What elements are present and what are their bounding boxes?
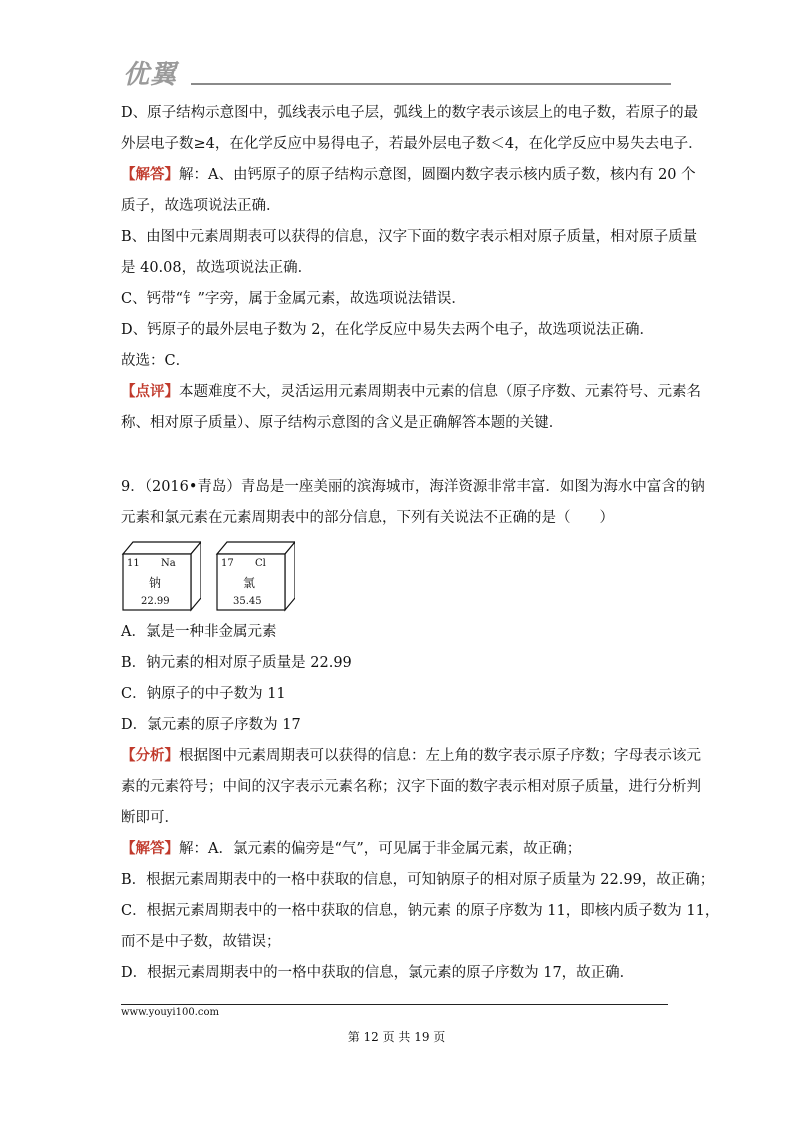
text-line: C．根据元素周期表中的一格中获取的信息，钠元素 的原子序数为 11，即核内质子数为 11， — [121, 903, 720, 919]
text-line: D、原子结构示意图中，弧线表示电子层，弧线上的数字表示该层上的电子数，若原子的最 — [121, 105, 699, 121]
comment-text: 本题难度不大，灵活运用元素周期表中元素的信息（原子序数、元素符号、元素名 — [179, 384, 701, 400]
text-line — [121, 746, 701, 766]
text-line: 是 40.08，故选项说法正确． — [121, 260, 313, 276]
answer-text: 解：A、由钙原子的原子结构示意图，圆圈内数字表示核内质子数，核内有 20 个 — [179, 167, 696, 183]
text-line: 质子，故选项说法正确． — [121, 198, 281, 214]
footer-url: www.youyi100.com — [121, 1007, 219, 1018]
answer-text: 解：A．氯元素的偏旁是“气”，可见属于非金属元素，故正确； — [179, 841, 582, 857]
element-name: 钠 — [149, 576, 162, 590]
header-rule — [191, 83, 671, 85]
text-line: B、由图中元素周期表可以获得的信息，汉字下面的数字表示相对原子质量，相对原子质量 — [121, 229, 698, 245]
option-b: B．钠元素的相对原子质量是 22.99 — [121, 655, 352, 671]
text-line: D．根据元素周期表中的一格中获取的信息，氯元素的原子序数为 17，故正确． — [121, 965, 635, 981]
answer-tag: 【解答】 — [121, 166, 179, 183]
option-d: D．氯元素的原子序数为 17 — [121, 717, 301, 733]
atomic-mass: 35.45 — [233, 596, 262, 607]
text-line: C、钙带“钅”字旁，属于金属元素，故选项说法错误． — [121, 291, 466, 307]
atomic-number: 17 — [221, 558, 234, 569]
element-symbol: Cl — [255, 558, 266, 569]
text-line — [121, 165, 696, 185]
text-line: B．根据元素周期表中的一格中获取的信息，可知钠原子的相对原子质量为 22.99，故正确； — [121, 872, 715, 888]
comment-tag: 【点评】 — [121, 383, 179, 400]
element-symbol: Na — [161, 558, 176, 569]
text-line: 素的元素符号；中间的汉字表示元素名称；汉字下面的数字表示相对原子质量，进行分析判 — [121, 779, 701, 795]
text-line: 外层电子数≥4，在化学反应中易得电子，若最外层电子数＜4，在化学反应中易失去电子． — [121, 136, 703, 152]
question-stem: 9．（2016•青岛）青岛是一座美丽的滨海城市，海洋资源非常丰富．如图为海水中富含的钠 — [121, 479, 705, 495]
brand-logo: 优翼 — [123, 60, 178, 90]
text-line: 称、相对原子质量）、原子结构示意图的含义是正确解答本题的关键． — [121, 415, 564, 431]
option-c: C．钠原子的中子数为 11 — [121, 686, 286, 702]
element-tile-cl — [215, 540, 295, 612]
atomic-number: 11 — [127, 558, 140, 569]
analysis-tag: 【分析】 — [121, 747, 179, 764]
element-name: 氯 — [243, 576, 256, 590]
text-line: D、钙原子的最外层电子数为 2，在化学反应中易失去两个电子，故选项说法正确． — [121, 322, 654, 338]
element-tile-na — [121, 540, 201, 612]
footer-rule — [121, 1004, 668, 1005]
text-line — [121, 382, 701, 402]
page-number: 第 12 页 共 19 页 — [347, 1030, 446, 1044]
question-stem: 元素和氯元素在元素周期表中的部分信息，下列有关说法不正确的是（ ） — [121, 510, 614, 526]
text-line: 而不是中子数，故错误； — [121, 934, 281, 950]
option-a: A．氯是一种非金属元素 — [121, 624, 277, 640]
text-line: 故选：C． — [121, 353, 191, 369]
text-line: 断即可． — [121, 810, 179, 826]
page-header — [121, 58, 671, 88]
answer-tag: 【解答】 — [121, 840, 179, 857]
analysis-text: 根据图中元素周期表可以获得的信息：左上角的数字表示原子序数；字母表示该元 — [179, 748, 701, 764]
text-line — [121, 839, 581, 859]
atomic-mass: 22.99 — [141, 596, 170, 607]
